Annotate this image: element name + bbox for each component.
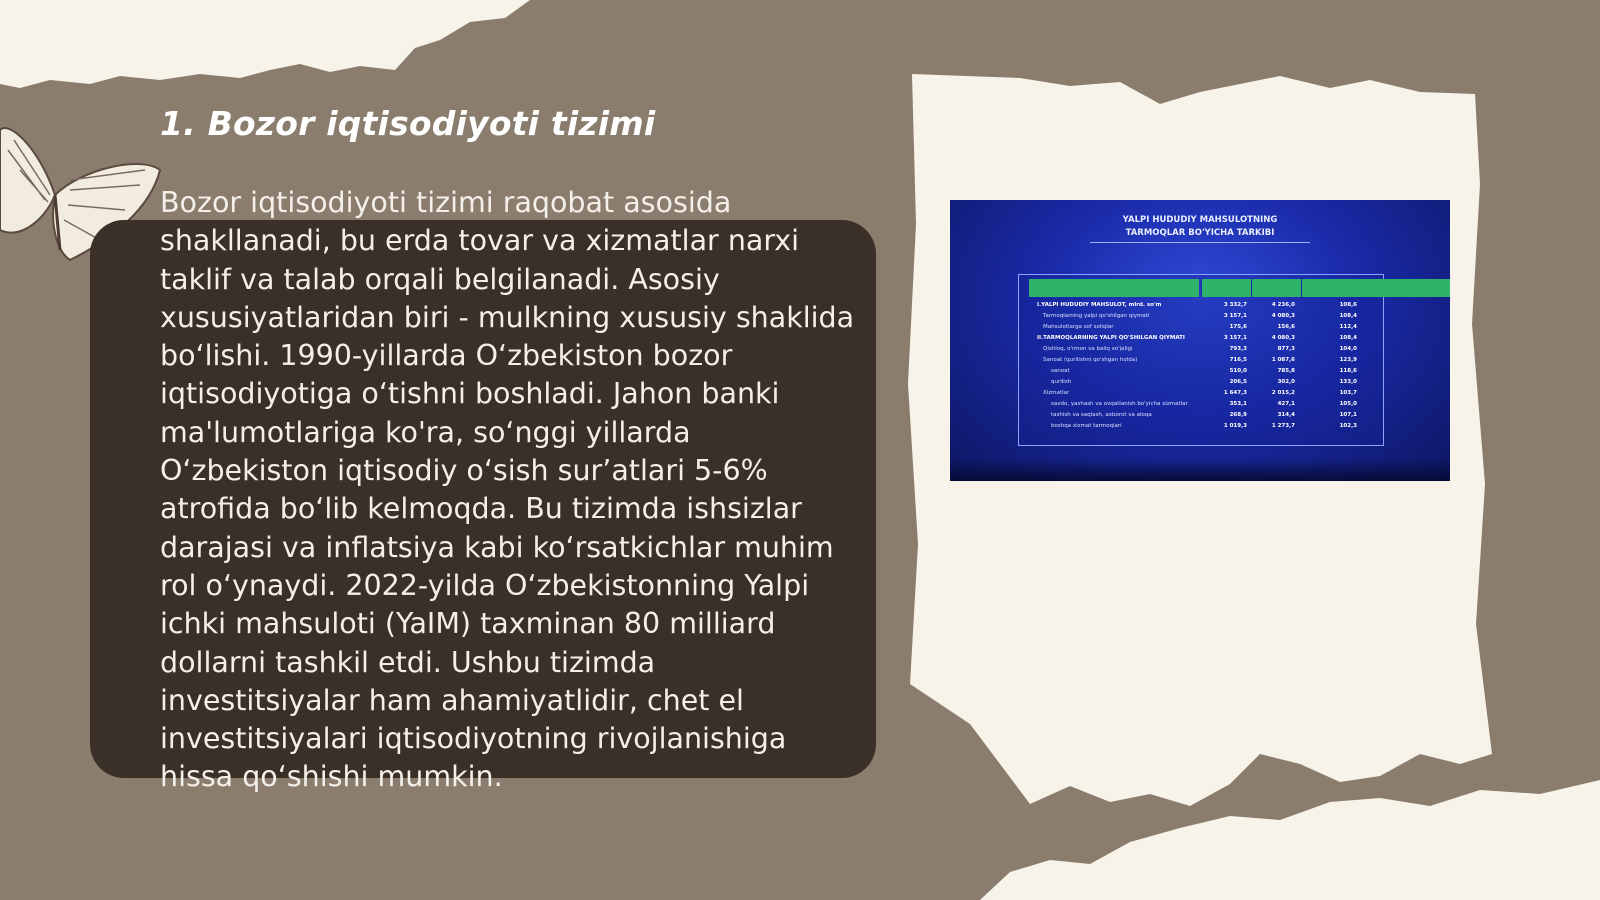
photo-title [950,214,1450,240]
photo-table-cell-v2: 785,8 [1277,368,1295,374]
photo-table-cell-v1: 716,5 [1229,357,1247,363]
photo-table-cell-v3: 123,9 [1339,357,1357,363]
photo-table-header [1029,279,1373,297]
photo-table [1018,274,1384,446]
photo-table-cell-v2: 302,0 [1277,379,1295,385]
photo-table-row [1029,345,1373,356]
photo-table-cell-v2: 427,1 [1277,401,1295,407]
photo-table-cell-v2: 156,6 [1277,324,1295,330]
photo-table-row [1029,378,1373,389]
slide-body-text: Bozor iqtisodiyoti tizimi raqobat asosida shakllanadi, bu erda tovar va xizmatlar narxi taklif va talab orqali belgilanadi. Asosiy xususiyatlaridan biri - mulkning xususiy shaklida bo‘lishi. 1990-yillarda O‘zbekiston bozor iqtisodiyotiga o‘tishni boshladi. Jahon banki ma'lumotlariga ko'ra, so‘nggi yillarda O‘zbekiston iqtisodiy o‘sish sur’atlari 5-6% atrofida bo‘lib kelmoqda. Bu tizimda ishsizlar darajasi va inflatsiya kabi ko‘rsatkichlar muhim rol o‘ynaydi. 2022-yilda O‘zbekistonning Yalpi ichki mahsuloti (YaIM) taxminan 80 milliard dollarni tashkil etdi. Ushbu tizimda investitsiyalar ham ahamiyatlidir, chet el investitsiyalari iqtisodiyotning rivojlanishiga hissa qo‘shishi mumkin. [160,186,855,794]
photo-table-cell-v3: 108,4 [1339,335,1357,341]
photo-table-cell-v1: 3 157,1 [1223,335,1247,341]
photo-table-cell-v2: 2 015,2 [1271,390,1295,396]
photo-table-cell-v1: 268,9 [1229,412,1247,418]
table-header-col3 [1301,279,1373,297]
photo-table-row-label: savdo, yashash va ovqatlanish bo'yicha xizmatlar [1051,401,1188,407]
photo-table-row-label: Xizmatlar [1043,390,1070,396]
photo-table-cell-v3: 107,1 [1339,412,1357,418]
photo-table-row-label: II.TARMOQLARNING YALPI QO'SHILGAN QIYMATI [1037,335,1185,341]
photo-table-cell-v1: 510,0 [1229,368,1247,374]
table-header-col1 [1201,279,1251,297]
photo-table-cell-v1: 793,3 [1229,346,1247,352]
photo-table-cell-v2: 1 273,7 [1271,423,1295,429]
photo-table-row-label: I.YALPI HUDUDIY MAHSULOT, mlrd. so'm [1037,302,1162,308]
photo-table-row-label: sanoat [1051,368,1070,374]
photo-title-line1: YALPI HUDUDIY MAHSULOTNING [1122,215,1278,225]
photo-table-cell-v2: 314,4 [1277,412,1295,418]
photo-table-cell-v3: 104,0 [1339,346,1357,352]
photo-table-cell-v2: 4 080,3 [1271,313,1295,319]
photo-table-row [1029,389,1373,400]
photo-table-row [1029,356,1373,367]
photo-table-cell-v1: 1 019,3 [1223,423,1247,429]
photo-table-cell-v3: 108,4 [1339,313,1357,319]
photo-table-cell-v1: 3 332,7 [1223,302,1247,308]
table-header-label-cell [1029,279,1199,297]
photo-table-row-label: Sanoat (qurilishni qo'shgan holda) [1043,357,1138,363]
photo-table-row [1029,312,1373,323]
photo-bottom-shadow [950,459,1450,481]
torn-paper-top-decoration [0,0,560,110]
photo-table-rows [1029,301,1373,433]
photo-table-row-label: Qishloq, o'rmon va baliq xo'jaligi [1043,346,1133,352]
photo-table-cell-v1: 1 647,3 [1223,390,1247,396]
photo-table-cell-v3: 108,6 [1339,302,1357,308]
photo-table-cell-v3: 112,4 [1339,324,1357,330]
photo-table-row [1029,367,1373,378]
photo-title-line2: TARMOQLAR BO'YICHA TARKIBI [1125,228,1275,238]
photo-table-row [1029,422,1373,433]
statistics-photo [950,200,1450,481]
photo-table-cell-v2: 1 087,6 [1271,357,1295,363]
photo-table-cell-v1: 353,1 [1229,401,1247,407]
photo-table-cell-v1: 175,6 [1229,324,1247,330]
photo-table-row-label: Mahsulotlarga sof soliqlar [1043,324,1114,330]
table-header-col2 [1251,279,1301,297]
torn-paper-bottom-decoration [980,780,1600,900]
photo-table-row-label: boshqa xizmat tarmoqlari [1051,423,1122,429]
photo-table-row [1029,400,1373,411]
photo-table-row [1029,323,1373,334]
photo-table-cell-v1: 3 157,1 [1223,313,1247,319]
photo-title-divider [1090,242,1310,243]
photo-table-row [1029,334,1373,345]
photo-table-cell-v3: 105,0 [1339,401,1357,407]
photo-table-cell-v3: 102,3 [1339,423,1357,429]
photo-table-row [1029,301,1373,312]
photo-table-row-label: Tarmoqlarning yalpi qo'shilgan qiymati [1043,313,1150,319]
photo-table-row-label: qurilish [1051,379,1072,385]
photo-table-cell-v3: 133,0 [1339,379,1357,385]
photo-table-cell-v3: 118,6 [1339,368,1357,374]
photo-table-row [1029,411,1373,422]
slide-title: 1. Bozor iqtisodiyoti tizimi [160,104,656,143]
photo-table-row-label: tashish va saqlash, axborot va aloqa [1051,412,1152,418]
photo-table-cell-v2: 4 080,3 [1271,335,1295,341]
photo-table-cell-v3: 103,7 [1339,390,1357,396]
photo-table-cell-v2: 877,3 [1277,346,1295,352]
photo-table-cell-v1: 206,5 [1229,379,1247,385]
photo-table-cell-v2: 4 236,0 [1271,302,1295,308]
